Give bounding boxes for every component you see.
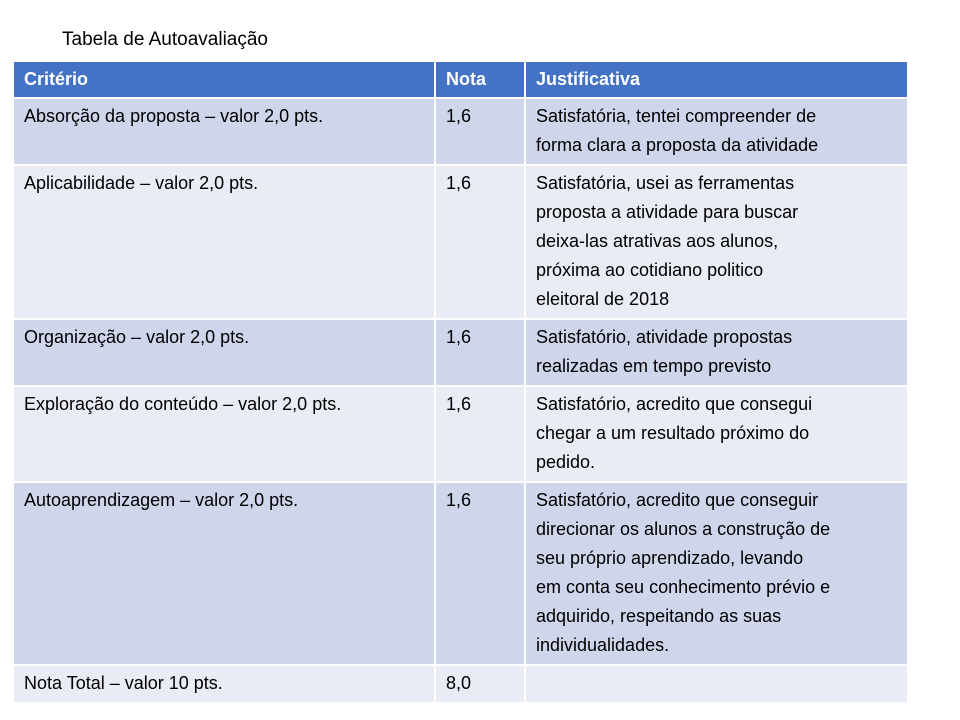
- table-row: [13, 319, 908, 386]
- cell-criterio: Absorção da proposta – valor 2,0 pts.: [13, 98, 435, 165]
- justificativa-line: Satisfatória, usei as ferramentas: [536, 173, 795, 193]
- justificativa-line: próxima ao cotidiano politico: [536, 260, 764, 280]
- cell-criterio: Organização – valor 2,0 pts.: [13, 319, 435, 386]
- cell-nota: 1,6: [435, 319, 525, 386]
- justificativa-line: pedido.: [536, 452, 596, 472]
- justificativa-line: Satisfatório, acredito que consegui: [536, 394, 813, 414]
- justificativa-line: deixa-las atrativas aos alunos,: [536, 231, 779, 251]
- justificativa-line: Satisfatória, tentei compreender de: [536, 106, 817, 126]
- cell-justificativa: [525, 98, 908, 165]
- table-row: [13, 98, 908, 165]
- cell-criterio-total: Nota Total – valor 10 pts.: [13, 665, 435, 703]
- header-criterio: Critério: [13, 61, 435, 98]
- cell-criterio: Aplicabilidade – valor 2,0 pts.: [13, 165, 435, 319]
- cell-justificativa: [525, 482, 908, 665]
- justificativa-line: direcionar os alunos a construção de: [536, 519, 831, 539]
- table-row: [13, 386, 908, 482]
- page-title: Tabela de Autoavaliação: [62, 29, 268, 50]
- justificativa-line: Satisfatório, atividade propostas: [536, 327, 793, 347]
- justificativa-line: adquirido, respeitando as suas: [536, 606, 782, 626]
- table-header-row: [13, 61, 908, 98]
- justificativa-line: em conta seu conhecimento prévio e: [536, 577, 831, 597]
- header-justificativa: Justificativa: [525, 61, 908, 98]
- cell-nota: 1,6: [435, 98, 525, 165]
- cell-justificativa: [525, 386, 908, 482]
- cell-criterio: Exploração do conteúdo – valor 2,0 pts.: [13, 386, 435, 482]
- justificativa-line: Satisfatório, acredito que conseguir: [536, 490, 819, 510]
- justificativa-line: forma clara a proposta da atividade: [536, 135, 819, 155]
- cell-nota: 1,6: [435, 165, 525, 319]
- justificativa-line: chegar a um resultado próximo do: [536, 423, 810, 443]
- justificativa-line: realizadas em tempo previsto: [536, 356, 772, 376]
- self-evaluation-table: [12, 60, 909, 704]
- cell-nota-total: 8,0: [435, 665, 525, 703]
- justificativa-line: proposta a atividade para buscar: [536, 202, 799, 222]
- cell-criterio: Autoaprendizagem – valor 2,0 pts.: [13, 482, 435, 665]
- header-nota: Nota: [435, 61, 525, 98]
- cell-justificativa: [525, 319, 908, 386]
- cell-nota: 1,6: [435, 482, 525, 665]
- justificativa-line: individualidades.: [536, 635, 670, 655]
- table-row-total: [13, 665, 908, 703]
- cell-justificativa-total: [525, 665, 908, 703]
- table-row: [13, 482, 908, 665]
- cell-justificativa: [525, 165, 908, 319]
- justificativa-line: seu próprio aprendizado, levando: [536, 548, 804, 568]
- cell-nota: 1,6: [435, 386, 525, 482]
- justificativa-line: eleitoral de 2018: [536, 289, 670, 309]
- table-row: [13, 165, 908, 319]
